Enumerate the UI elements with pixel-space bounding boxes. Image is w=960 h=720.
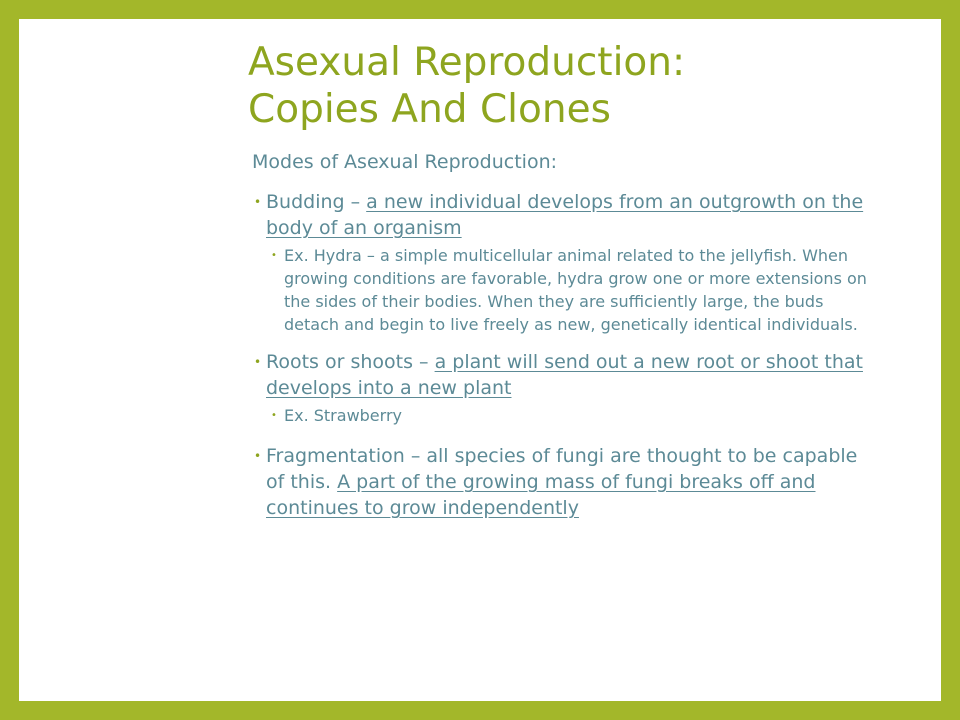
roots-term: Roots or shoots – xyxy=(266,351,435,373)
roots-example: Ex. Strawberry xyxy=(284,406,402,425)
budding-term: Budding – xyxy=(266,191,367,213)
bullet-dot-icon: • xyxy=(271,410,277,421)
title-line-2: Copies And Clones xyxy=(248,87,611,132)
subheading: Modes of Asexual Reproduction: xyxy=(252,151,558,173)
bullet-fragmentation xyxy=(252,443,872,521)
budding-example: Ex. Hydra – a simple multicellular animal related to the jellyfish. When growing conditions are favorable, hydra grow one or more extensions on the sides of their bodies. When they are sufficiently large, the buds detach and begin to live freely as new, genetically identical individuals. xyxy=(284,246,867,334)
bullet-budding xyxy=(252,189,872,241)
bullet-dot-icon: • xyxy=(271,250,277,261)
bullet-roots-or-shoots xyxy=(252,349,872,401)
bullet-dot-icon: • xyxy=(254,355,262,369)
title-line-1: Asexual Reproduction: xyxy=(248,40,686,85)
slide-body xyxy=(252,149,872,521)
fragmentation-definition: A part of the growing mass of fungi breaks off and continues to grow independently xyxy=(266,471,816,519)
bullet-dot-icon: • xyxy=(254,449,262,463)
sub-bullet-budding-example xyxy=(252,244,872,336)
budding-definition: a new individual develops from an outgrowth on the body of an organism xyxy=(266,191,864,239)
roots-definition: a plant will send out a new root or shoot that develops into a new plant xyxy=(266,351,863,399)
slide-canvas xyxy=(19,19,941,701)
sub-bullet-roots-example xyxy=(252,404,872,427)
fragmentation-term: Fragmentation – all species of fungi are thought to be capable of this. xyxy=(266,445,858,493)
bullet-dot-icon: • xyxy=(254,195,262,209)
slide-title xyxy=(248,39,908,133)
